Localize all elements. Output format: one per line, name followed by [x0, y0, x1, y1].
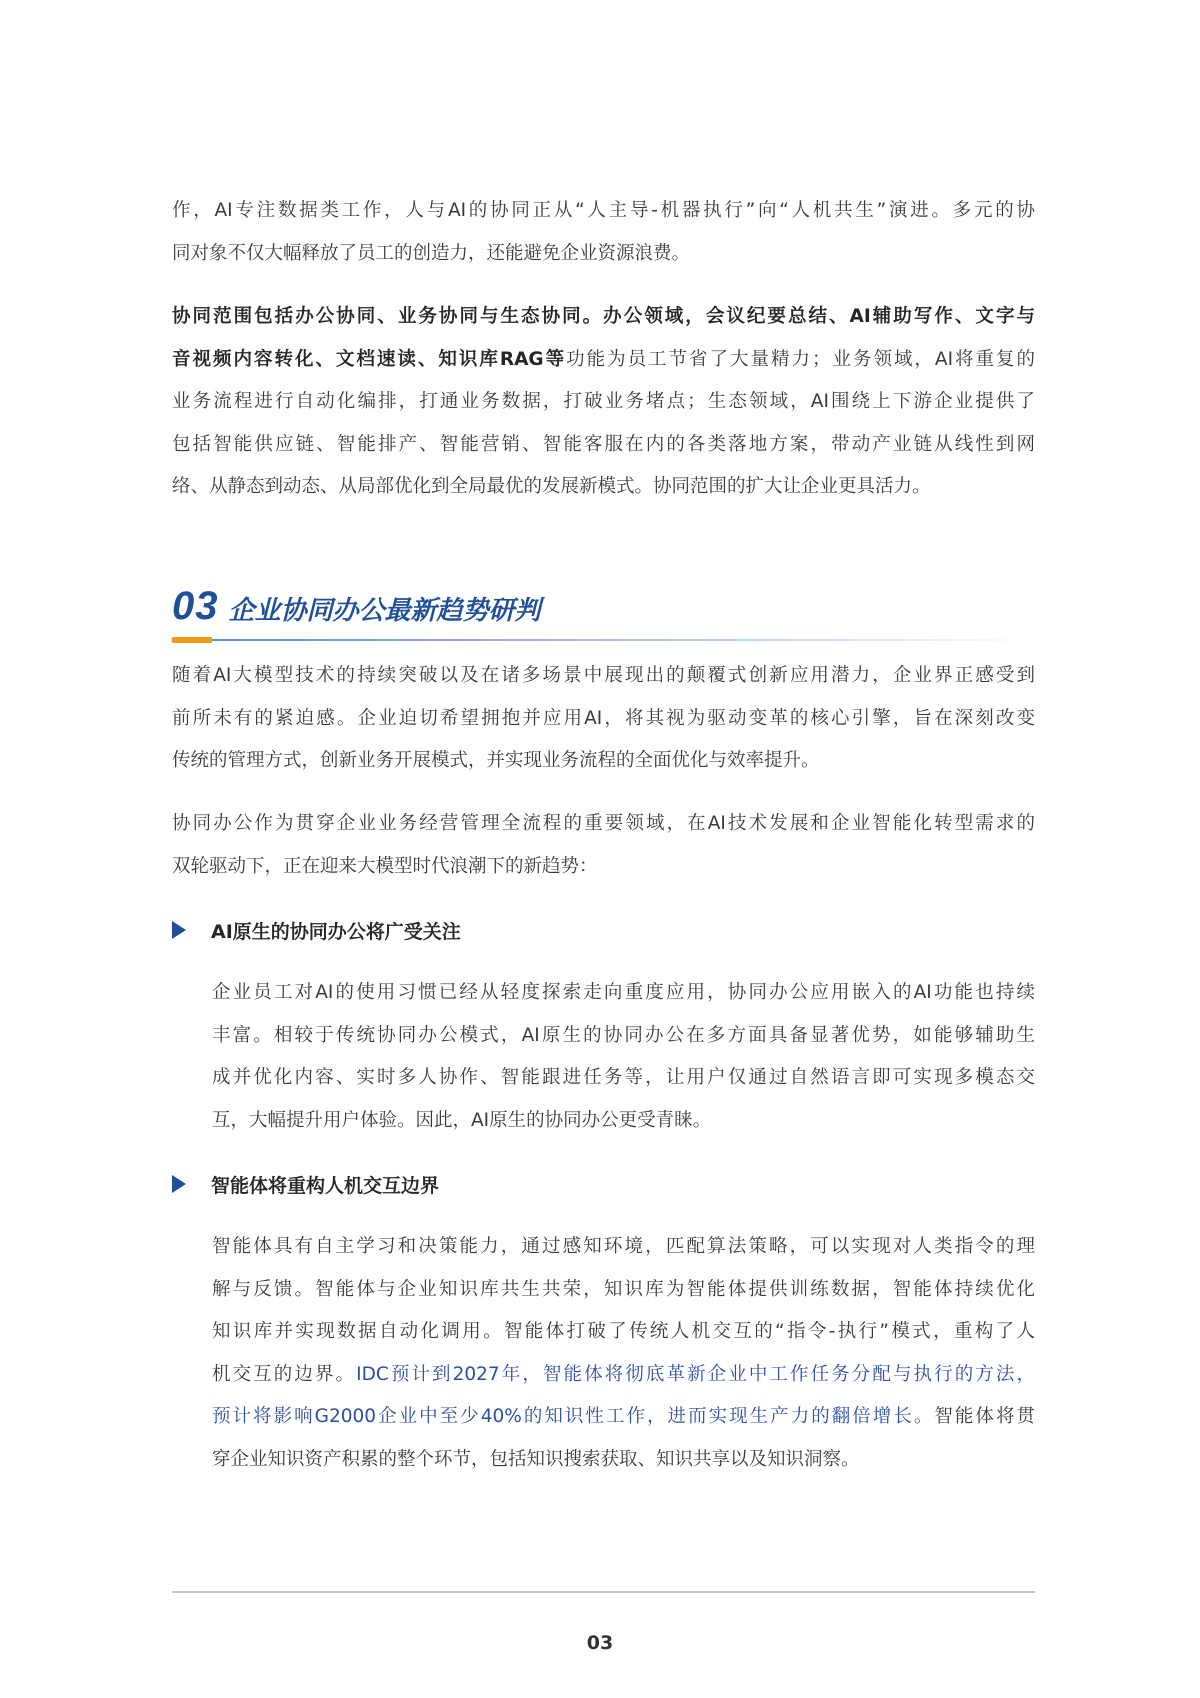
text-line [172, 296, 1035, 339]
paragraph-trends-lead [172, 803, 1035, 888]
bold-text: 音视频内容转化、文档速读、知识库RAG等 [172, 348, 567, 370]
text-line [212, 1269, 1035, 1312]
text-line [212, 972, 1035, 1015]
text-line [212, 1226, 1035, 1269]
text-run: 功能为员工节省了大量精力；业务领域，AI将重复的 [566, 348, 1036, 370]
bullet-heading-ai-native [172, 910, 461, 950]
text-line [172, 655, 1035, 698]
text-line [172, 466, 1035, 509]
text-run: 前所未有的紧迫感。企业迫切希望拥抱并应用AI，将其视为驱动变革的核心引擎，旨在深刻改变 [172, 707, 1035, 729]
text-run: 知识库并实现数据自动化调用。智能体打破了传统人机交互的“指令-执行”模式，重构了人 [212, 1321, 1035, 1342]
text-run: 成并优化内容、实时多人协作、智能跟进任务等，让用户仅通过自然语言即可实现多模态交 [212, 1067, 1035, 1088]
text-line [212, 1311, 1035, 1354]
bullet-title: AI原生的协同办公将广受关注 [211, 920, 461, 943]
text-run: 智能体将贯 [934, 1406, 1035, 1427]
text-line [172, 698, 1035, 741]
text-line [212, 1439, 1035, 1482]
text-run: 解与反馈。智能体与企业知识库共生共荣，知识库为智能体提供训练数据，智能体持续优化 [212, 1278, 1035, 1300]
text-run: 随着AI大模型技术的持续突破以及在诸多场景中展现出的颠覆式创新应用潜力，企业界正感受到 [172, 665, 1035, 686]
section-number: 03 [172, 584, 219, 628]
paragraph-agents [212, 1226, 1035, 1481]
text-line [172, 339, 1035, 382]
text-run: 互，大幅提升用户体验。因此，AI原生的协同办公更受青睐。 [212, 1109, 712, 1131]
heading-underline [172, 639, 1035, 641]
text-run: 机交互的边界。 [212, 1363, 357, 1385]
text-line [212, 1396, 1035, 1439]
paragraph-intro [172, 655, 1035, 783]
text-run: 穿企业知识资产积累的整个环节，包括知识搜索获取、知识共享以及知识洞察。 [212, 1448, 860, 1470]
bullet-heading-agents [172, 1164, 439, 1204]
text-line [172, 846, 1035, 889]
bullet-title: 智能体将重构人机交互边界 [211, 1174, 440, 1197]
page-number: 03 [586, 1632, 614, 1654]
bold-text: 协同范围包括办公协同、业务协同与生态协同。办公领域，会议纪要总结、AI辅助写作、文字与 [172, 306, 1035, 327]
text-run: 同对象不仅大幅释放了员工的创造力，还能避免企业资源浪费。 [172, 242, 691, 264]
text-run: 包括智能供应链、智能排产、智能营销、智能客服在内的各类落地方案，带动产业链从线性到网 [172, 433, 1035, 455]
heading-accent-bar [172, 637, 212, 643]
text-line [212, 1057, 1035, 1100]
text-run: 作，AI专注数据类工作，人与AI的协同正从“人主导-机器执行”向“人机共生”演进。多元的协 [172, 200, 1035, 221]
text-run: 传统的管理方式，创新业务开展模式，并实现业务流程的全面优化与效率提升。 [172, 750, 820, 771]
text-line [172, 190, 1035, 233]
highlighted-text: 预计将影响G2000企业中至少40%的知识性工作，进而实现生产力的翻倍增长。 [212, 1406, 935, 1427]
section-title: 企业协同办公最新趋势研判 [228, 596, 541, 626]
footer-divider [172, 1591, 1035, 1593]
triangle-bullet-icon [172, 921, 186, 939]
text-line [172, 233, 1035, 276]
text-run: 协同办公作为贯穿企业业务经营管理全流程的重要领域，在AI技术发展和企业智能化转型需求的 [172, 813, 1035, 834]
text-run: 丰富。相较于传统协同办公模式，AI原生的协同办公在多方面具备显著优势，如能够辅助生 [212, 1024, 1035, 1046]
text-line [172, 424, 1035, 467]
text-line [172, 740, 1035, 783]
text-line [212, 1100, 1035, 1143]
text-run: 企业员工对AI的使用习惯已经从轻度探索走向重度应用，协同办公应用嵌入的AI功能也持续 [212, 982, 1035, 1003]
triangle-bullet-icon [172, 1175, 186, 1193]
text-run: 智能体具有自主学习和决策能力，通过感知环境，匹配算法策略，可以实现对人类指令的理 [212, 1236, 1035, 1257]
paragraph-continuation [172, 190, 1035, 275]
section-heading [172, 584, 541, 629]
text-run: 业务流程进行自动化编排，打通业务数据，打破业务堵点；生态领域，AI围绕上下游企业提供了 [172, 391, 1035, 412]
text-line [212, 1354, 1035, 1397]
text-line [172, 803, 1035, 846]
text-run: 络、从静态到动态、从局部优化到全局最优的发展新模式。协同范围的扩大让企业更具活力。 [172, 476, 931, 497]
text-run: 双轮驱动下，正在迎来大模型时代浪潮下的新趋势： [172, 855, 598, 877]
paragraph-ai-native [212, 972, 1035, 1142]
text-line [172, 381, 1035, 424]
highlighted-text: IDC预计到2027年，智能体将彻底革新企业中工作任务分配与执行的方法， [356, 1363, 1035, 1385]
paragraph-collaboration-scope [172, 296, 1035, 509]
text-line [212, 1015, 1035, 1058]
